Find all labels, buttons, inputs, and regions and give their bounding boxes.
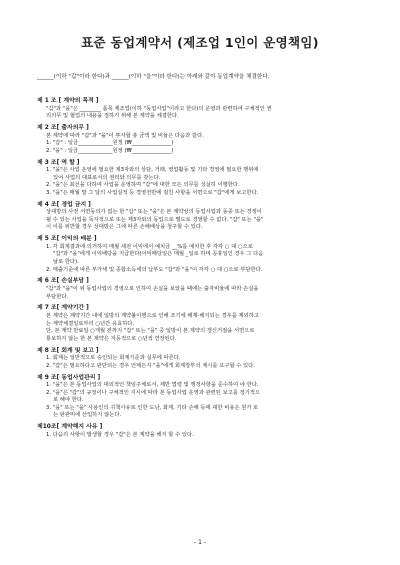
article-line: 2. "을"은 "갑"의 규정이나 구체적인 지시에 따라 본 동업사업 운영과 관련된 보고를 정기적으 [46,389,261,396]
intro-paragraph: ______(이하 "갑"이라 한다)과 ______(이하 "을"이라 한다)는 아래와 같이 동업계약을 체결한다. [37,74,270,80]
article-10 [37,424,382,439]
article-line: 이 이를 위반할 경우 상대방은 그에 따른 손해배상을 청구할 수 있다. [46,224,203,231]
article-line: 1. "갑" : 일금_____________원정 (₩_______________) [46,140,174,147]
article-8 [37,348,382,371]
article-line: 3. "을"은 매월 말 그 달의 사업실적 등 경영전반에 걸친 사항을 서면으로 "갑"에게 보고한다. [46,189,259,196]
article-5 [37,236,382,274]
article-line: 단, 본 계약 만료일 ○개월 전까지 "갑" 또는 "을" 중 일방이 본 계약의 갱신거절을 서면으로 [46,328,255,335]
article-line: 통보하지 않는 한 본 계약은 자동적으로 ○년씩 연장된다. [46,335,177,342]
article-heading: 제 2 조[ 출자의무 ] [37,124,89,131]
article-line: 본 계약에 따라 "갑"과 "을"이 투자할 총 금액 및 비율은 다음과 같다. [46,132,204,139]
article-line: 1. "을"은 사업 운영에 필요한 제3자와의 상담, 거래, 영업활동 및 기타 경영에 필요한 행위에 [46,167,259,174]
article-line: 있어 사업의 대표로서의 권리와 의무를 갖는다. [53,174,161,181]
article-line: 는 계약체결일로부터 ○년간 유효하다. [46,320,135,327]
article-line: 2. "갑"은 필요하다고 판단되는 경우 언제든지 "을"에게 회계장부의 제시를 요구할 수 있다. [46,362,255,369]
article-line: 는 판관비에 산입하지 않는다. [53,412,122,419]
article-7 [37,305,382,343]
article-3 [37,160,382,198]
article-line: 3. "을" 또는 "을" 사용인의 귀책사유로 인한 도난, 화재, 기타 손해 등에 대한 비용은 원가 또 [46,404,259,411]
article-line: 1. 다음의 사항이 발생할 경우 "갑"은 본 계약을 해지 할 수 있다. [46,431,194,438]
article-line: 본 계약은 계약기간 내에 일방의 계약불이행으로 인해 조기에 해제·해지되는 경우를 제외하고 [46,312,259,319]
document-title: 표준 동업계약서 (제조업 1인이 운영책임) [81,35,319,50]
article-line: "갑"과 "을"에게 이익배당을 지급한다(이익배당일은 매월 _일로 하며 공휴일인 경우 그 다음 [53,251,264,258]
article-heading: 제10조[ 계약해지 사유 ] [37,424,103,431]
article-line: 2. 매출기준에 따른 부가세 및 종합소득세의 납부도 "갑"과 "을"이 각각 ○ 대 ○으로 부담한다. [46,266,263,273]
article-4 [37,202,382,232]
article-2 [37,125,382,155]
article-line: 부담한다. [46,293,69,300]
article-heading: 제 4 조[ 경업 금지 ] [37,201,91,208]
article-line: 로 해야 한다. [53,397,84,404]
article-line: "갑"과 "을"은 ________ 품목 제조업(이하 "동업사업"이라고 한다)의 운영과 관련하여 구체적인 권 [46,105,272,112]
article-line: 1. 회계는 일반적으로 승인되는 회계기준과 실무에 따른다. [46,355,181,362]
article-line: "갑"과 "을"이 위 동업사업의 경영으로 인하여 손실을 보았을 때에는 출자비율에 따라 손실을 [46,286,259,292]
article-heading: 제 9 조[ 동업사업관리 ] [37,374,101,381]
article-9 [37,375,382,421]
article-line: 날로 한다). [53,259,79,266]
article-line: 리의무 및 협업의 내용을 정하기 위해 본 계약을 체결한다. [46,113,179,120]
article-heading: 제 7 조[ 계약기간 ] [37,305,89,312]
article-line: 1. 각 회계결과에 의거하여 매월 세전 이익에서 예치금 __%를 예치한 후 각각 ○ 대 ○으로 [46,243,253,250]
article-heading: 제 1 조 [ 계약의 목적 ] [37,98,99,104]
article-line: 1. "을"은 본 동업사업의 대외적인 책임주체로서, 제반 법령 및 행정사항을 준수하여 야 한다. [46,382,259,389]
article-6 [37,278,382,301]
article-line: 2. "을" : 일금_____________원정 (₩_______________) [46,147,174,154]
article-line: 상대방의 사전 서면동의가 없는 한 "갑" 또는 "을"은 본 계약상의 동업사업과 동종 또는 경쟁이 [46,209,262,216]
article-heading: 제 3 조[ 역 할 ] [37,159,80,166]
page-number: - 1 - [194,539,206,546]
article-line: 될 수 있는 사업을 독자적으로 또는 제3자와의 동업으로 별도로 경영할 수 없다. "갑" 또는 "을" [46,216,264,223]
article-line: 2. "을"은 최선을 다하여 사업을 운영하며 "갑"에 대한 모든 의무를 성실히 이행한다. [46,182,240,189]
article-heading: 제 8 조[ 회계 및 보고 ] [37,347,99,354]
article-1 [37,98,382,121]
articles-body [37,98,382,444]
article-heading: 제 5 조[ 이익의 배분 ] [37,236,97,243]
article-heading: 제 6 조[ 손실부담 ] [37,278,89,285]
